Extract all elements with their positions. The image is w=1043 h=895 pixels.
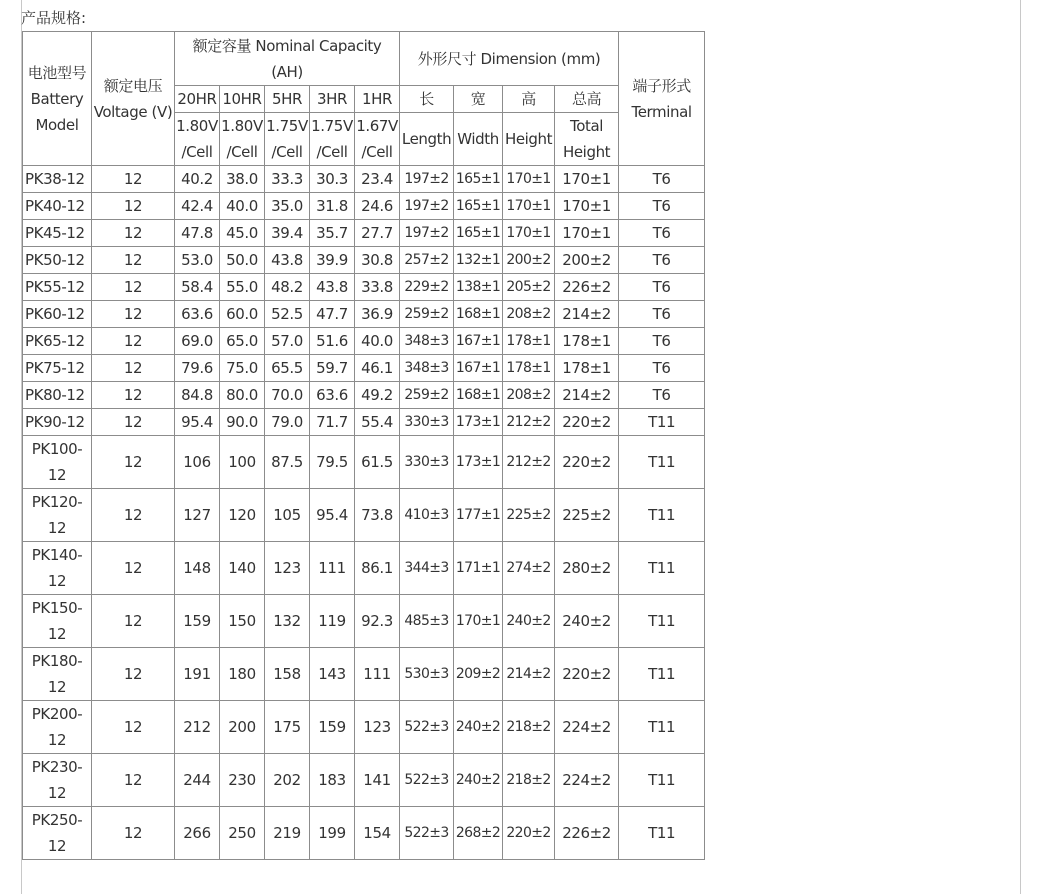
cell-cap-3hr: 159 (310, 701, 355, 754)
header-dim-cn: 高 (503, 86, 555, 113)
cell-width: 167±1 (454, 328, 503, 355)
cell-width: 268±2 (454, 807, 503, 860)
header-dim-en: Width (454, 113, 503, 166)
cell-cap-3hr: 143 (310, 648, 355, 701)
cell-total-height: 170±1 (555, 193, 619, 220)
cell-voltage: 12 (92, 754, 175, 807)
cell-width: 165±1 (454, 193, 503, 220)
cell-cap-5hr: 35.0 (265, 193, 310, 220)
cell-cap-10hr: 55.0 (220, 274, 265, 301)
cell-total-height: 280±2 (555, 542, 619, 595)
cell-total-height: 220±2 (555, 409, 619, 436)
cell-length: 259±2 (400, 301, 454, 328)
cell-length: 348±3 (400, 328, 454, 355)
cell-terminal: T6 (619, 382, 705, 409)
cell-cap-3hr: 59.7 (310, 355, 355, 382)
cell-length: 522±3 (400, 754, 454, 807)
cell-terminal: T6 (619, 166, 705, 193)
cell-cap-1hr: 27.7 (355, 220, 400, 247)
cell-total-height: 214±2 (555, 301, 619, 328)
header-terminal: 端子形式 Terminal (619, 32, 705, 166)
table-body (23, 166, 705, 860)
cell-voltage: 12 (92, 489, 175, 542)
cell-voltage: 12 (92, 193, 175, 220)
cell-cap-3hr: 47.7 (310, 301, 355, 328)
cell-model: PK230-12 (23, 754, 92, 807)
cell-voltage: 12 (92, 807, 175, 860)
cell-cap-1hr: 30.8 (355, 247, 400, 274)
cell-cap-20hr: 53.0 (175, 247, 220, 274)
header-dim-en: Total Height (555, 113, 619, 166)
cell-voltage: 12 (92, 301, 175, 328)
cell-cap-1hr: 61.5 (355, 436, 400, 489)
cell-total-height: 220±2 (555, 436, 619, 489)
cell-length: 522±3 (400, 701, 454, 754)
table-row (23, 754, 705, 807)
cell-cap-1hr: 40.0 (355, 328, 400, 355)
cell-cap-10hr: 80.0 (220, 382, 265, 409)
cell-cap-20hr: 63.6 (175, 301, 220, 328)
cell-terminal: T11 (619, 648, 705, 701)
cell-cap-1hr: 154 (355, 807, 400, 860)
cell-height: 170±1 (503, 220, 555, 247)
cell-model: PK38-12 (23, 166, 92, 193)
table-row (23, 542, 705, 595)
cell-cap-5hr: 48.2 (265, 274, 310, 301)
cell-cap-3hr: 63.6 (310, 382, 355, 409)
section-title: 产品规格: (21, 9, 87, 27)
cell-length: 330±3 (400, 409, 454, 436)
cell-width: 170±1 (454, 595, 503, 648)
cell-terminal: T11 (619, 701, 705, 754)
cell-total-height: 178±1 (555, 328, 619, 355)
cell-voltage: 12 (92, 436, 175, 489)
cell-cap-5hr: 70.0 (265, 382, 310, 409)
cell-length: 229±2 (400, 274, 454, 301)
cell-cap-3hr: 119 (310, 595, 355, 648)
cell-total-height: 214±2 (555, 382, 619, 409)
cell-terminal: T6 (619, 220, 705, 247)
cell-model: PK180-12 (23, 648, 92, 701)
header-capacity: 额定容量 Nominal Capacity (AH) (175, 32, 400, 86)
cell-cap-20hr: 95.4 (175, 409, 220, 436)
cell-width: 138±1 (454, 274, 503, 301)
header-rate: 10HR (220, 86, 265, 113)
cell-length: 257±2 (400, 247, 454, 274)
header-cutoff: 1.80V /Cell (175, 113, 220, 166)
cell-cap-1hr: 123 (355, 701, 400, 754)
cell-cap-10hr: 120 (220, 489, 265, 542)
cell-width: 165±1 (454, 220, 503, 247)
cell-voltage: 12 (92, 648, 175, 701)
cell-cap-1hr: 141 (355, 754, 400, 807)
table-row (23, 301, 705, 328)
cell-model: PK60-12 (23, 301, 92, 328)
cell-cap-20hr: 212 (175, 701, 220, 754)
cell-voltage: 12 (92, 409, 175, 436)
cell-cap-1hr: 73.8 (355, 489, 400, 542)
cell-total-height: 224±2 (555, 754, 619, 807)
header-cutoff: 1.67V /Cell (355, 113, 400, 166)
table-row (23, 648, 705, 701)
cell-cap-3hr: 79.5 (310, 436, 355, 489)
header-model: 电池型号 Battery Model (23, 32, 92, 166)
cell-voltage: 12 (92, 328, 175, 355)
cell-width: 132±1 (454, 247, 503, 274)
cell-total-height: 220±2 (555, 648, 619, 701)
cell-height: 274±2 (503, 542, 555, 595)
cell-width: 167±1 (454, 355, 503, 382)
cell-terminal: T11 (619, 436, 705, 489)
cell-terminal: T6 (619, 301, 705, 328)
cell-total-height: 226±2 (555, 807, 619, 860)
table-row (23, 701, 705, 754)
cell-cap-20hr: 79.6 (175, 355, 220, 382)
cell-cap-10hr: 150 (220, 595, 265, 648)
cell-width: 168±1 (454, 301, 503, 328)
cell-cap-3hr: 71.7 (310, 409, 355, 436)
cell-model: PK120-12 (23, 489, 92, 542)
cell-cap-10hr: 65.0 (220, 328, 265, 355)
cell-cap-10hr: 60.0 (220, 301, 265, 328)
cell-height: 170±1 (503, 166, 555, 193)
cell-terminal: T6 (619, 274, 705, 301)
cell-terminal: T6 (619, 193, 705, 220)
cell-terminal: T11 (619, 807, 705, 860)
cell-terminal: T11 (619, 754, 705, 807)
cell-terminal: T11 (619, 595, 705, 648)
cell-total-height: 200±2 (555, 247, 619, 274)
header-dimension: 外形尺寸 Dimension (mm) (400, 32, 619, 86)
cell-terminal: T6 (619, 355, 705, 382)
cell-total-height: 224±2 (555, 701, 619, 754)
cell-terminal: T11 (619, 489, 705, 542)
table-row (23, 274, 705, 301)
header-dim-en: Length (400, 113, 454, 166)
cell-cap-20hr: 266 (175, 807, 220, 860)
cell-cap-1hr: 33.8 (355, 274, 400, 301)
cell-length: 485±3 (400, 595, 454, 648)
cell-length: 522±3 (400, 807, 454, 860)
header-rate: 20HR (175, 86, 220, 113)
cell-width: 165±1 (454, 166, 503, 193)
table-row (23, 355, 705, 382)
cell-height: 170±1 (503, 193, 555, 220)
cell-cap-10hr: 250 (220, 807, 265, 860)
cell-height: 208±2 (503, 301, 555, 328)
cell-cap-3hr: 199 (310, 807, 355, 860)
cell-length: 410±3 (400, 489, 454, 542)
header-dim-cn: 长 (400, 86, 454, 113)
cell-voltage: 12 (92, 542, 175, 595)
cell-height: 178±1 (503, 328, 555, 355)
cell-length: 344±3 (400, 542, 454, 595)
header-rate: 5HR (265, 86, 310, 113)
table-row (23, 807, 705, 860)
header-cutoff: 1.80V /Cell (220, 113, 265, 166)
cell-cap-3hr: 43.8 (310, 274, 355, 301)
cell-height: 200±2 (503, 247, 555, 274)
cell-cap-5hr: 87.5 (265, 436, 310, 489)
cell-cap-3hr: 35.7 (310, 220, 355, 247)
cell-cap-3hr: 51.6 (310, 328, 355, 355)
cell-voltage: 12 (92, 701, 175, 754)
cell-length: 330±3 (400, 436, 454, 489)
cell-total-height: 170±1 (555, 166, 619, 193)
cell-cap-3hr: 31.8 (310, 193, 355, 220)
cell-height: 218±2 (503, 701, 555, 754)
cell-length: 197±2 (400, 193, 454, 220)
cell-total-height: 226±2 (555, 274, 619, 301)
cell-voltage: 12 (92, 382, 175, 409)
cell-cap-1hr: 86.1 (355, 542, 400, 595)
cell-cap-10hr: 200 (220, 701, 265, 754)
cell-cap-1hr: 92.3 (355, 595, 400, 648)
cell-width: 209±2 (454, 648, 503, 701)
cell-cap-10hr: 100 (220, 436, 265, 489)
cell-cap-5hr: 57.0 (265, 328, 310, 355)
cell-height: 214±2 (503, 648, 555, 701)
cell-cap-10hr: 50.0 (220, 247, 265, 274)
table-row (23, 166, 705, 193)
cell-cap-5hr: 219 (265, 807, 310, 860)
cell-length: 197±2 (400, 220, 454, 247)
cell-model: PK55-12 (23, 274, 92, 301)
cell-cap-5hr: 105 (265, 489, 310, 542)
cell-cap-20hr: 40.2 (175, 166, 220, 193)
cell-total-height: 240±2 (555, 595, 619, 648)
cell-cap-10hr: 180 (220, 648, 265, 701)
cell-cap-20hr: 42.4 (175, 193, 220, 220)
cell-voltage: 12 (92, 355, 175, 382)
cell-width: 177±1 (454, 489, 503, 542)
cell-model: PK75-12 (23, 355, 92, 382)
cell-cap-1hr: 46.1 (355, 355, 400, 382)
cell-cap-20hr: 47.8 (175, 220, 220, 247)
cell-cap-1hr: 111 (355, 648, 400, 701)
cell-voltage: 12 (92, 274, 175, 301)
cell-cap-5hr: 79.0 (265, 409, 310, 436)
cell-width: 240±2 (454, 754, 503, 807)
cell-voltage: 12 (92, 166, 175, 193)
cell-cap-5hr: 39.4 (265, 220, 310, 247)
table-row (23, 382, 705, 409)
cell-model: PK80-12 (23, 382, 92, 409)
cell-cap-5hr: 33.3 (265, 166, 310, 193)
cell-terminal: T6 (619, 247, 705, 274)
header-dim-cn: 宽 (454, 86, 503, 113)
cell-cap-5hr: 175 (265, 701, 310, 754)
cell-cap-20hr: 58.4 (175, 274, 220, 301)
cell-cap-20hr: 106 (175, 436, 220, 489)
cell-model: PK250-12 (23, 807, 92, 860)
cell-cap-5hr: 52.5 (265, 301, 310, 328)
cell-model: PK50-12 (23, 247, 92, 274)
cell-total-height: 178±1 (555, 355, 619, 382)
cell-cap-10hr: 75.0 (220, 355, 265, 382)
cell-height: 178±1 (503, 355, 555, 382)
cell-cap-3hr: 95.4 (310, 489, 355, 542)
cell-cap-1hr: 55.4 (355, 409, 400, 436)
cell-cap-10hr: 90.0 (220, 409, 265, 436)
cell-cap-5hr: 65.5 (265, 355, 310, 382)
cell-terminal: T11 (619, 542, 705, 595)
cell-cap-20hr: 191 (175, 648, 220, 701)
cell-model: PK45-12 (23, 220, 92, 247)
cell-terminal: T6 (619, 328, 705, 355)
cell-terminal: T11 (619, 409, 705, 436)
header-voltage: 额定电压 Voltage (V) (92, 32, 175, 166)
cell-cap-5hr: 43.8 (265, 247, 310, 274)
cell-length: 259±2 (400, 382, 454, 409)
cell-height: 205±2 (503, 274, 555, 301)
table-header (23, 32, 705, 166)
cell-cap-20hr: 127 (175, 489, 220, 542)
cell-model: PK150-12 (23, 595, 92, 648)
cell-cap-3hr: 111 (310, 542, 355, 595)
cell-width: 173±1 (454, 409, 503, 436)
cell-cap-3hr: 183 (310, 754, 355, 807)
table-row (23, 489, 705, 542)
cell-cap-5hr: 202 (265, 754, 310, 807)
cell-height: 225±2 (503, 489, 555, 542)
table-row (23, 328, 705, 355)
cell-model: PK90-12 (23, 409, 92, 436)
cell-cap-1hr: 24.6 (355, 193, 400, 220)
cell-cap-1hr: 23.4 (355, 166, 400, 193)
cell-cap-10hr: 40.0 (220, 193, 265, 220)
cell-cap-1hr: 49.2 (355, 382, 400, 409)
cell-width: 240±2 (454, 701, 503, 754)
cell-height: 212±2 (503, 409, 555, 436)
cell-height: 218±2 (503, 754, 555, 807)
cell-cap-20hr: 244 (175, 754, 220, 807)
cell-width: 168±1 (454, 382, 503, 409)
spec-table (22, 31, 705, 860)
cell-model: PK100-12 (23, 436, 92, 489)
cell-cap-5hr: 158 (265, 648, 310, 701)
header-dim-cn: 总高 (555, 86, 619, 113)
cell-voltage: 12 (92, 595, 175, 648)
cell-model: PK40-12 (23, 193, 92, 220)
cell-voltage: 12 (92, 220, 175, 247)
cell-width: 171±1 (454, 542, 503, 595)
cell-total-height: 170±1 (555, 220, 619, 247)
table-row (23, 247, 705, 274)
cell-length: 197±2 (400, 166, 454, 193)
cell-voltage: 12 (92, 247, 175, 274)
cell-width: 173±1 (454, 436, 503, 489)
cell-height: 212±2 (503, 436, 555, 489)
table-row (23, 595, 705, 648)
table-row (23, 193, 705, 220)
table-row (23, 409, 705, 436)
cell-cap-20hr: 159 (175, 595, 220, 648)
cell-cap-3hr: 39.9 (310, 247, 355, 274)
header-cutoff: 1.75V /Cell (265, 113, 310, 166)
cell-model: PK65-12 (23, 328, 92, 355)
cell-height: 208±2 (503, 382, 555, 409)
header-rate: 1HR (355, 86, 400, 113)
cell-cap-5hr: 123 (265, 542, 310, 595)
cell-cap-10hr: 45.0 (220, 220, 265, 247)
cell-model: PK200-12 (23, 701, 92, 754)
cell-height: 220±2 (503, 807, 555, 860)
cell-total-height: 225±2 (555, 489, 619, 542)
cell-cap-3hr: 30.3 (310, 166, 355, 193)
header-cutoff: 1.75V /Cell (310, 113, 355, 166)
cell-length: 348±3 (400, 355, 454, 382)
cell-cap-10hr: 230 (220, 754, 265, 807)
header-dim-en: Height (503, 113, 555, 166)
cell-cap-20hr: 148 (175, 542, 220, 595)
cell-cap-10hr: 38.0 (220, 166, 265, 193)
cell-height: 240±2 (503, 595, 555, 648)
cell-cap-5hr: 132 (265, 595, 310, 648)
cell-cap-1hr: 36.9 (355, 301, 400, 328)
header-rate: 3HR (310, 86, 355, 113)
cell-length: 530±3 (400, 648, 454, 701)
table-row (23, 436, 705, 489)
cell-cap-10hr: 140 (220, 542, 265, 595)
cell-model: PK140-12 (23, 542, 92, 595)
cell-cap-20hr: 69.0 (175, 328, 220, 355)
cell-cap-20hr: 84.8 (175, 382, 220, 409)
table-row (23, 220, 705, 247)
